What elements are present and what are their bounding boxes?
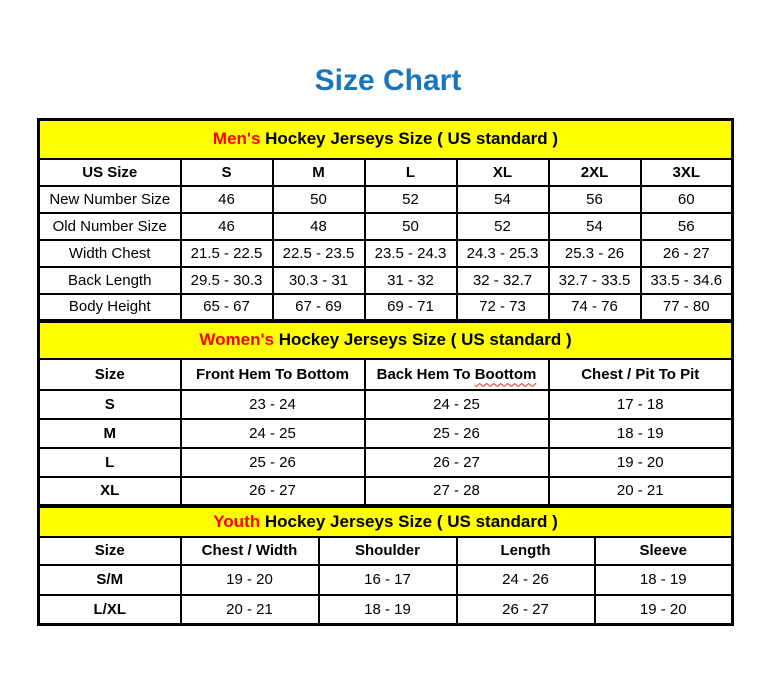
youth-caption-rest: Hockey Jerseys Size ( US standard ) bbox=[260, 511, 558, 531]
column-header-cell: 3XL bbox=[641, 159, 733, 186]
row-label-cell: New Number Size bbox=[39, 186, 181, 213]
womens-table-caption-row bbox=[39, 322, 733, 359]
row-label-cell: XL bbox=[39, 477, 181, 506]
value-cell: 54 bbox=[457, 186, 549, 213]
header-text: Back Hem To bbox=[376, 365, 471, 383]
value-cell: 24 - 25 bbox=[181, 419, 365, 448]
mens-table-caption-row bbox=[39, 120, 733, 159]
mens-size-table bbox=[37, 118, 734, 322]
column-header-cell: S bbox=[181, 159, 273, 186]
size-tables-container bbox=[37, 118, 736, 626]
value-cell: 25 - 26 bbox=[365, 419, 549, 448]
row-label-cell: Width Chest bbox=[39, 240, 181, 267]
row-label-cell: S/M bbox=[39, 565, 181, 595]
row-label-cell: S bbox=[39, 390, 181, 419]
column-header-cell: 2XL bbox=[549, 159, 641, 186]
value-cell: 50 bbox=[273, 186, 365, 213]
value-cell: 46 bbox=[181, 186, 273, 213]
value-cell: 56 bbox=[641, 213, 733, 240]
value-cell: 52 bbox=[457, 213, 549, 240]
womens-table-caption bbox=[39, 322, 733, 359]
youth-caption-highlight: Youth bbox=[213, 511, 261, 531]
value-cell: 19 - 20 bbox=[181, 565, 319, 595]
youth-table-caption-row bbox=[39, 507, 733, 537]
value-cell: 21.5 - 22.5 bbox=[181, 240, 273, 267]
value-cell: 18 - 19 bbox=[319, 595, 457, 625]
value-cell: 18 - 19 bbox=[595, 565, 733, 595]
row-label-cell: Old Number Size bbox=[39, 213, 181, 240]
value-cell: 77 - 80 bbox=[641, 294, 733, 321]
table-row bbox=[39, 419, 733, 448]
womens-caption-rest: Hockey Jerseys Size ( US standard ) bbox=[273, 330, 572, 350]
value-cell: 24 - 26 bbox=[457, 565, 595, 595]
row-label-cell: Back Length bbox=[39, 267, 181, 294]
page-title: Size Chart bbox=[314, 64, 462, 97]
value-cell: 25 - 26 bbox=[181, 448, 365, 477]
value-cell: 65 - 67 bbox=[181, 294, 273, 321]
column-header-cell: Front Hem To Bottom bbox=[181, 359, 365, 390]
value-cell: 32.7 - 33.5 bbox=[549, 267, 641, 294]
value-cell: 33.5 - 34.6 bbox=[641, 267, 733, 294]
value-cell: 18 - 19 bbox=[549, 419, 733, 448]
youth-table-caption bbox=[39, 507, 733, 537]
value-cell: 23 - 24 bbox=[181, 390, 365, 419]
value-cell: 67 - 69 bbox=[273, 294, 365, 321]
mens-caption-highlight: Men's bbox=[212, 129, 261, 149]
value-cell: 19 - 20 bbox=[595, 595, 733, 625]
value-cell: 50 bbox=[365, 213, 457, 240]
value-cell: 31 - 32 bbox=[365, 267, 457, 294]
column-header-cell: US Size bbox=[39, 159, 181, 186]
column-header-cell: Chest / Pit To Pit bbox=[549, 359, 733, 390]
column-header-cell: Sleeve bbox=[595, 537, 733, 565]
column-header-cell: Size bbox=[39, 537, 181, 565]
table-row bbox=[39, 240, 733, 267]
table-row bbox=[39, 267, 733, 294]
value-cell: 32 - 32.7 bbox=[457, 267, 549, 294]
value-cell: 26 - 27 bbox=[365, 448, 549, 477]
row-label-cell: M bbox=[39, 419, 181, 448]
womens-size-table bbox=[37, 320, 734, 507]
value-cell: 19 - 20 bbox=[549, 448, 733, 477]
row-label-cell: Body Height bbox=[39, 294, 181, 321]
value-cell: 72 - 73 bbox=[457, 294, 549, 321]
value-cell: 26 - 27 bbox=[641, 240, 733, 267]
value-cell: 26 - 27 bbox=[457, 595, 595, 625]
column-header-cell: Size bbox=[39, 359, 181, 390]
mens-table-caption bbox=[39, 120, 733, 159]
value-cell: 24 - 25 bbox=[365, 390, 549, 419]
youth-size-table bbox=[37, 505, 734, 626]
youth-column-header-row bbox=[39, 537, 733, 565]
table-row bbox=[39, 213, 733, 240]
mens-column-header-row bbox=[39, 159, 733, 186]
value-cell: 24.3 - 25.3 bbox=[457, 240, 549, 267]
column-header-cell: Chest / Width bbox=[181, 537, 319, 565]
womens-caption-highlight: Women's bbox=[199, 330, 274, 350]
table-row bbox=[39, 448, 733, 477]
womens-column-header-row bbox=[39, 359, 733, 390]
value-cell: 22.5 - 23.5 bbox=[273, 240, 365, 267]
value-cell: 56 bbox=[549, 186, 641, 213]
table-row bbox=[39, 294, 733, 321]
value-cell: 29.5 - 30.3 bbox=[181, 267, 273, 294]
table-row bbox=[39, 477, 733, 506]
column-header-cell: XL bbox=[457, 159, 549, 186]
misspelled-word-squiggle: Boottom bbox=[474, 365, 537, 383]
table-row bbox=[39, 186, 733, 213]
value-cell: 46 bbox=[181, 213, 273, 240]
value-cell: 74 - 76 bbox=[549, 294, 641, 321]
value-cell: 26 - 27 bbox=[181, 477, 365, 506]
value-cell: 54 bbox=[549, 213, 641, 240]
column-header-cell: L bbox=[365, 159, 457, 186]
column-header-cell: Shoulder bbox=[319, 537, 457, 565]
value-cell: 23.5 - 24.3 bbox=[365, 240, 457, 267]
table-row bbox=[39, 595, 733, 625]
row-label-cell: L/XL bbox=[39, 595, 181, 625]
column-header-cell: Length bbox=[457, 537, 595, 565]
value-cell: 27 - 28 bbox=[365, 477, 549, 506]
column-header-cell: M bbox=[273, 159, 365, 186]
table-row bbox=[39, 565, 733, 595]
value-cell: 52 bbox=[365, 186, 457, 213]
table-row bbox=[39, 390, 733, 419]
row-label-cell: L bbox=[39, 448, 181, 477]
value-cell: 48 bbox=[273, 213, 365, 240]
column-header-cell-misspelled bbox=[365, 359, 549, 390]
value-cell: 16 - 17 bbox=[319, 565, 457, 595]
value-cell: 60 bbox=[641, 186, 733, 213]
value-cell: 20 - 21 bbox=[549, 477, 733, 506]
value-cell: 17 - 18 bbox=[549, 390, 733, 419]
value-cell: 25.3 - 26 bbox=[549, 240, 641, 267]
value-cell: 30.3 - 31 bbox=[273, 267, 365, 294]
mens-caption-rest: Hockey Jerseys Size ( US standard ) bbox=[260, 129, 559, 149]
value-cell: 69 - 71 bbox=[365, 294, 457, 321]
value-cell: 20 - 21 bbox=[181, 595, 319, 625]
